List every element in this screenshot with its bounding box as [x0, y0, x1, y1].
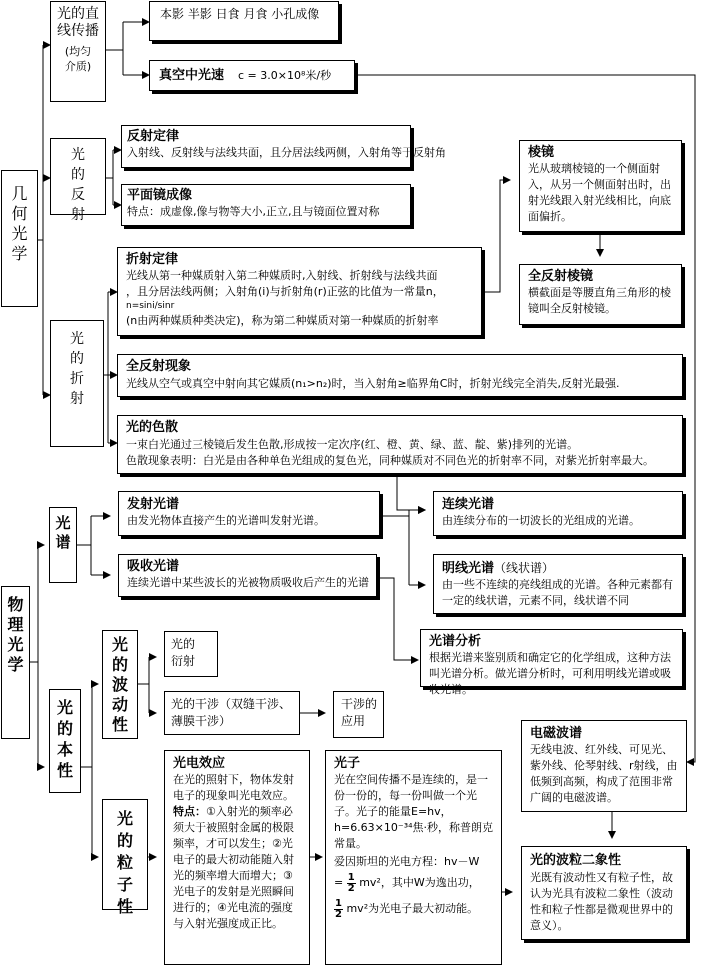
refraction-law-title: 折射定律 [126, 252, 179, 267]
interference-box [164, 691, 300, 735]
photoelectric-features [165, 804, 309, 932]
spectrum-title: 光谱 [55, 514, 71, 551]
photoelectric-features-text: ①入射光的频率必须大于被照射金属的极限频率，才可以发生；②光电子的最大初动能随入射光的频率增大而增大；③光电子的发射是光照瞬间进行的；④光电流的强度与入射光强度成正比。 [173, 805, 294, 930]
geometric-optics-label: 几何光学 [11, 184, 28, 263]
interference-application-box [333, 691, 384, 738]
spectral-analysis-title: 光谱分析 [429, 634, 482, 649]
reflection-law-box [121, 125, 446, 168]
einstein-eq-tail: mv²为光电子最大初动能。 [346, 902, 479, 915]
straight-line-title: 光的直线传播 [57, 6, 99, 39]
line-spectrum-title: 明线光谱 [442, 561, 495, 576]
plane-mirror-box [121, 184, 411, 226]
physical-optics-label: 物理光学 [7, 595, 24, 674]
einstein-eq-prefix: = [334, 876, 344, 889]
refraction-node [50, 320, 104, 447]
light-speed-label: 真空中光速 [159, 68, 225, 83]
photoelectric-intro: 在光的照射下，物体发射电子的现象叫光电效应。 [173, 773, 294, 802]
prism-title: 棱镜 [528, 145, 555, 160]
reflection-law-title: 反射定律 [127, 129, 180, 144]
total-reflection-box [117, 354, 683, 397]
emission-spectrum-title: 发射光谱 [127, 497, 180, 512]
dispersion-line2: 色散现象表明：白光是由各种单色光组成的复色光，同种媒质对不同色光的折射率不同，对紫光折射率最大。 [126, 454, 654, 467]
einstein-frac2-den: 2 [335, 908, 342, 920]
photoelectric-features-label: 特点： [173, 805, 206, 818]
reflection-title: 光的反射 [71, 147, 85, 223]
photon-box [325, 750, 502, 965]
absorption-spectrum-box [118, 554, 377, 597]
em-spectrum-body: 无线电波、红外线、可见光、紫外线、伦琴射线、r射线，由低频到高频，构成了范围非常广阔的电磁波谱。 [530, 743, 678, 804]
refraction-title: 光的折射 [70, 331, 84, 407]
dispersion-title: 光的色散 [126, 420, 179, 435]
refraction-law-line3: n=sini/sinr [126, 301, 175, 311]
einstein-label: 爱因斯坦的光电方程：hv－W [334, 855, 480, 868]
refraction-law-line1: 光线从第一种媒质射入第二种媒质时,入射线、折射线与法线共面 [126, 269, 438, 282]
total-reflection-prism-box [519, 264, 682, 325]
emission-spectrum-box [118, 491, 380, 536]
total-reflection-prism-body: 横截面是等腰直角三角形的棱镜叫全反射棱镜。 [528, 286, 671, 315]
wave-particle-duality-body: 光既有波动性又有粒子性，故认为光具有波粒二象性（波动性和粒子性都是微观世界中的意义）。 [530, 871, 673, 932]
total-reflection-title: 全反射现象 [126, 359, 192, 374]
prism-box [519, 140, 682, 232]
wave-nature-node [102, 630, 138, 739]
continuous-spectrum-body: 由连续分布的一切波长的光组成的光谱。 [442, 514, 640, 527]
photoelectric-title: 光电效应 [173, 756, 226, 771]
prism-body: 光从玻璃棱镜的一个侧面射入，从另一个侧面射出时，出射光线跟入射光线相比，向底面偏折。 [528, 162, 671, 223]
interference-label: 光的干涉（双缝干涉、薄膜干涉） [171, 697, 292, 728]
physical-optics-root [1, 586, 30, 739]
spectral-analysis-box [420, 629, 683, 696]
geometric-optics-root [1, 170, 38, 307]
absorption-spectrum-body: 连续光谱中某些波长的光被物质吸收后产生的光谱 [127, 576, 369, 589]
light-speed-value: c = 3.0×10⁸米/秒 [238, 69, 332, 82]
wave-particle-duality-box [521, 846, 687, 940]
interference-application-label: 干涉的应用 [341, 697, 378, 728]
einstein-frac2-num: 1 [335, 897, 342, 909]
einstein-equation-tail [326, 894, 501, 920]
light-speed-box [149, 60, 355, 91]
photoelectric-box [164, 750, 310, 965]
wave-particle-duality-title: 光的波粒二象性 [530, 853, 622, 868]
total-reflection-body: 光线从空气或真空中射向其它媒质(n₁>n₂)时，当入射角≥临界角C时，折射光线完全消失,反射光最强. [126, 377, 620, 390]
einstein-eq-mid: mv²，其中W为逸出功， [359, 876, 480, 889]
einstein-fraction [347, 873, 356, 894]
refraction-law-line4: (n由两种媒质种类决定)，称为第二种媒质对第一种媒质的折射率 [126, 314, 439, 327]
line-spectrum-box [433, 554, 683, 614]
continuous-spectrum-title: 连续光谱 [442, 497, 495, 512]
photon-body: 光在空间传播不是连续的，是一份一份的，每一份叫做一个光子。光子的能量E=hv，h=6.63×10⁻³⁴焦·秒，称普朗克常量。 [334, 773, 494, 850]
em-spectrum-title: 电磁波谱 [530, 726, 583, 741]
em-spectrum-box [521, 720, 687, 812]
dispersion-line1: 一束白光通过三棱镜后发生色散,形成按一定次序(红、橙、黄、绿、蓝、靛、紫)排列的光谱。 [126, 438, 579, 451]
line-spectrum-body: 由一些不连续的亮线组成的光谱。各种元素都有一定的线状谱，元素不同，线状谱不同 [442, 578, 673, 607]
spectral-analysis-body: 根据光谱来鉴别质和确定它的化学组成，这种方法叫光谱分析。做光谱分析时，可利用明线光谱或吸收光谱。 [429, 651, 671, 696]
diffraction-box [164, 631, 218, 677]
straight-line-propagation [50, 1, 106, 102]
propagation-phenomena-box [149, 1, 339, 41]
reflection-law-body: 入射线、反射线与法线共面，且分居法线两侧，入射角等于反射角 [127, 146, 446, 159]
diffraction-label: 光的衍射 [171, 637, 196, 668]
nature-of-light-title: 光的本性 [57, 698, 74, 780]
propagation-phenomena: 本影 半影 日食 月食 小孔成像 [160, 7, 320, 21]
line-spectrum-heading [434, 555, 682, 577]
emission-spectrum-body: 由发光物体直接产生的光谱叫发射光谱。 [127, 514, 325, 527]
einstein-fraction-2 [334, 899, 343, 920]
particle-nature-title: 光的粒子性 [117, 809, 134, 916]
photon-title: 光子 [334, 756, 361, 771]
line-spectrum-suffix: （线状谱） [494, 561, 555, 575]
plane-mirror-body: 特点：成虚像,像与物等大小,正立,且与镜面位置对称 [127, 205, 380, 218]
einstein-equation [326, 870, 501, 894]
total-reflection-prism-title: 全反射棱镜 [528, 269, 594, 284]
einstein-frac-num: 1 [347, 871, 355, 883]
plane-mirror-title: 平面镜成像 [127, 188, 193, 203]
particle-nature-node [102, 799, 148, 916]
nature-of-light-node [49, 689, 81, 793]
dispersion-box [117, 415, 683, 474]
refraction-law-line2: ，且分居法线两侧；入射角(i)与折射角(r)正弦的比值为一常量n， [126, 285, 444, 298]
spectrum-node [49, 507, 77, 583]
wave-nature-title: 光的波动性 [112, 635, 129, 734]
reflection-node [50, 138, 106, 223]
einstein-frac-den: 2 [347, 882, 355, 894]
absorption-spectrum-title: 吸收光谱 [127, 559, 180, 574]
continuous-spectrum-box [433, 491, 683, 536]
straight-line-note: (均匀介质) [64, 45, 92, 73]
refraction-law-box [117, 247, 482, 336]
